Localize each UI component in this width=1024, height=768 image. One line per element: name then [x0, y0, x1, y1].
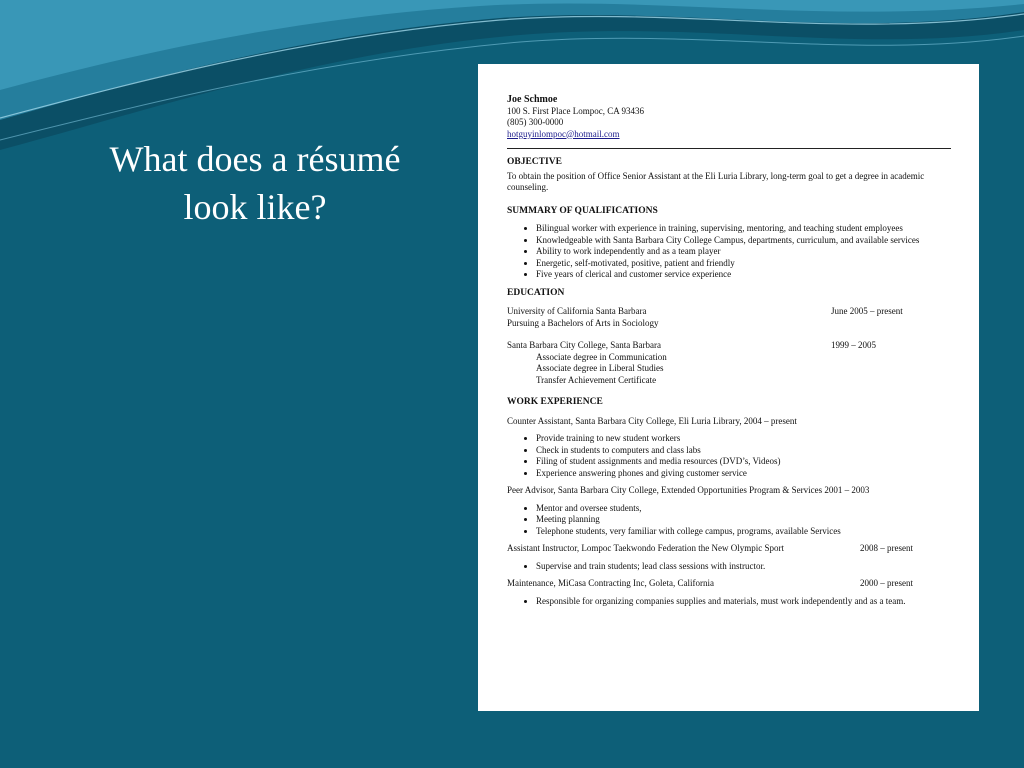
slide-title-line2: look like? — [183, 187, 327, 227]
job-list — [507, 503, 951, 538]
list-item: • Telephone students, very familiar with college campus, programs, available Services — [536, 526, 951, 538]
list-item: • Provide training to new student workers — [536, 433, 951, 445]
school-detail: Transfer Achievement Certificate — [536, 374, 657, 385]
list-item: • Bilingual worker with experience in training, supervising, mentoring, and teaching student employees — [536, 223, 951, 235]
job-row — [507, 578, 951, 590]
school-detail: Pursuing a Bachelors of Arts in Sociology — [507, 317, 659, 328]
slide-title — [60, 135, 450, 231]
list-item: • Meeting planning — [536, 514, 951, 526]
objective-text: To obtain the position of Office Senior Assistant at the Eli Luria Library, long-term goal to get a degree in academic counseling. — [507, 170, 925, 192]
school-date: 1999 – 2005 — [831, 340, 876, 350]
school-detail: Associate degree in Communication — [536, 351, 667, 362]
school-name: University of California Santa Barbara — [507, 306, 647, 316]
objective-heading: OBJECTIVE — [507, 157, 562, 167]
school-date: June 2005 – present — [831, 306, 903, 316]
summary-list — [507, 223, 951, 281]
school-detail: Associate degree in Liberal Studies — [536, 363, 664, 373]
list-item: • Filing of student assignments and media resources (DVD’s, Videos) — [536, 456, 951, 468]
list-item: • Energetic, self-motivated, positive, patient and friendly — [536, 258, 951, 270]
job-list — [507, 596, 951, 608]
education-row — [507, 306, 951, 318]
resume-email: hotguyinlompoc@hotmail.com — [507, 128, 620, 139]
summary-heading: SUMMARY OF QUALIFICATIONS — [507, 205, 658, 216]
list-item: • Supervise and train students; lead class sessions with instructor. — [536, 561, 951, 573]
resume-name: Joe Schmoe — [507, 94, 558, 105]
education-row — [507, 340, 951, 352]
resume-divider — [507, 148, 951, 149]
resume-image — [478, 64, 979, 711]
list-item: • Check in students to computers and class labs — [536, 445, 951, 457]
job-title: Maintenance, MiCasa Contracting Inc, Goleta, California — [507, 578, 714, 588]
job-title: Assistant Instructor, Lompoc Taekwondo Federation the New Olympic Sport — [507, 543, 785, 553]
job-row — [507, 543, 951, 555]
list-item: • Knowledgeable with Santa Barbara City College Campus, departments, curriculum, and available services — [536, 235, 951, 247]
job-date: 2008 – present — [860, 543, 913, 553]
education-heading: EDUCATION — [507, 287, 565, 298]
work-heading: WORK EXPERIENCE — [507, 397, 603, 407]
slide-title-line1: What does a résumé — [109, 139, 401, 179]
list-item: • Mentor and oversee students, — [536, 503, 951, 515]
list-item: • Responsible for organizing companies supplies and materials, must work independently and as a team. — [536, 596, 951, 608]
job-title: Counter Assistant, Santa Barbara City College, Eli Luria Library, 2004 – present — [507, 415, 797, 426]
job-title: Peer Advisor, Santa Barbara City College, Extended Opportunities Program & Services 2001 – 2003 — [507, 485, 870, 495]
job-list — [507, 561, 951, 573]
school-name: Santa Barbara City College, Santa Barbara — [507, 340, 661, 350]
job-date: 2000 – present — [860, 578, 913, 588]
resume-address: 100 S. First Place Lompoc, CA 93436 — [507, 105, 644, 116]
list-item: • Experience answering phones and giving customer service — [536, 468, 951, 480]
list-item: • Five years of clerical and customer service experience — [536, 269, 951, 281]
job-list — [507, 433, 951, 479]
resume-phone: (805) 300-0000 — [507, 117, 564, 127]
list-item: • Ability to work independently and as a team player — [536, 246, 951, 258]
